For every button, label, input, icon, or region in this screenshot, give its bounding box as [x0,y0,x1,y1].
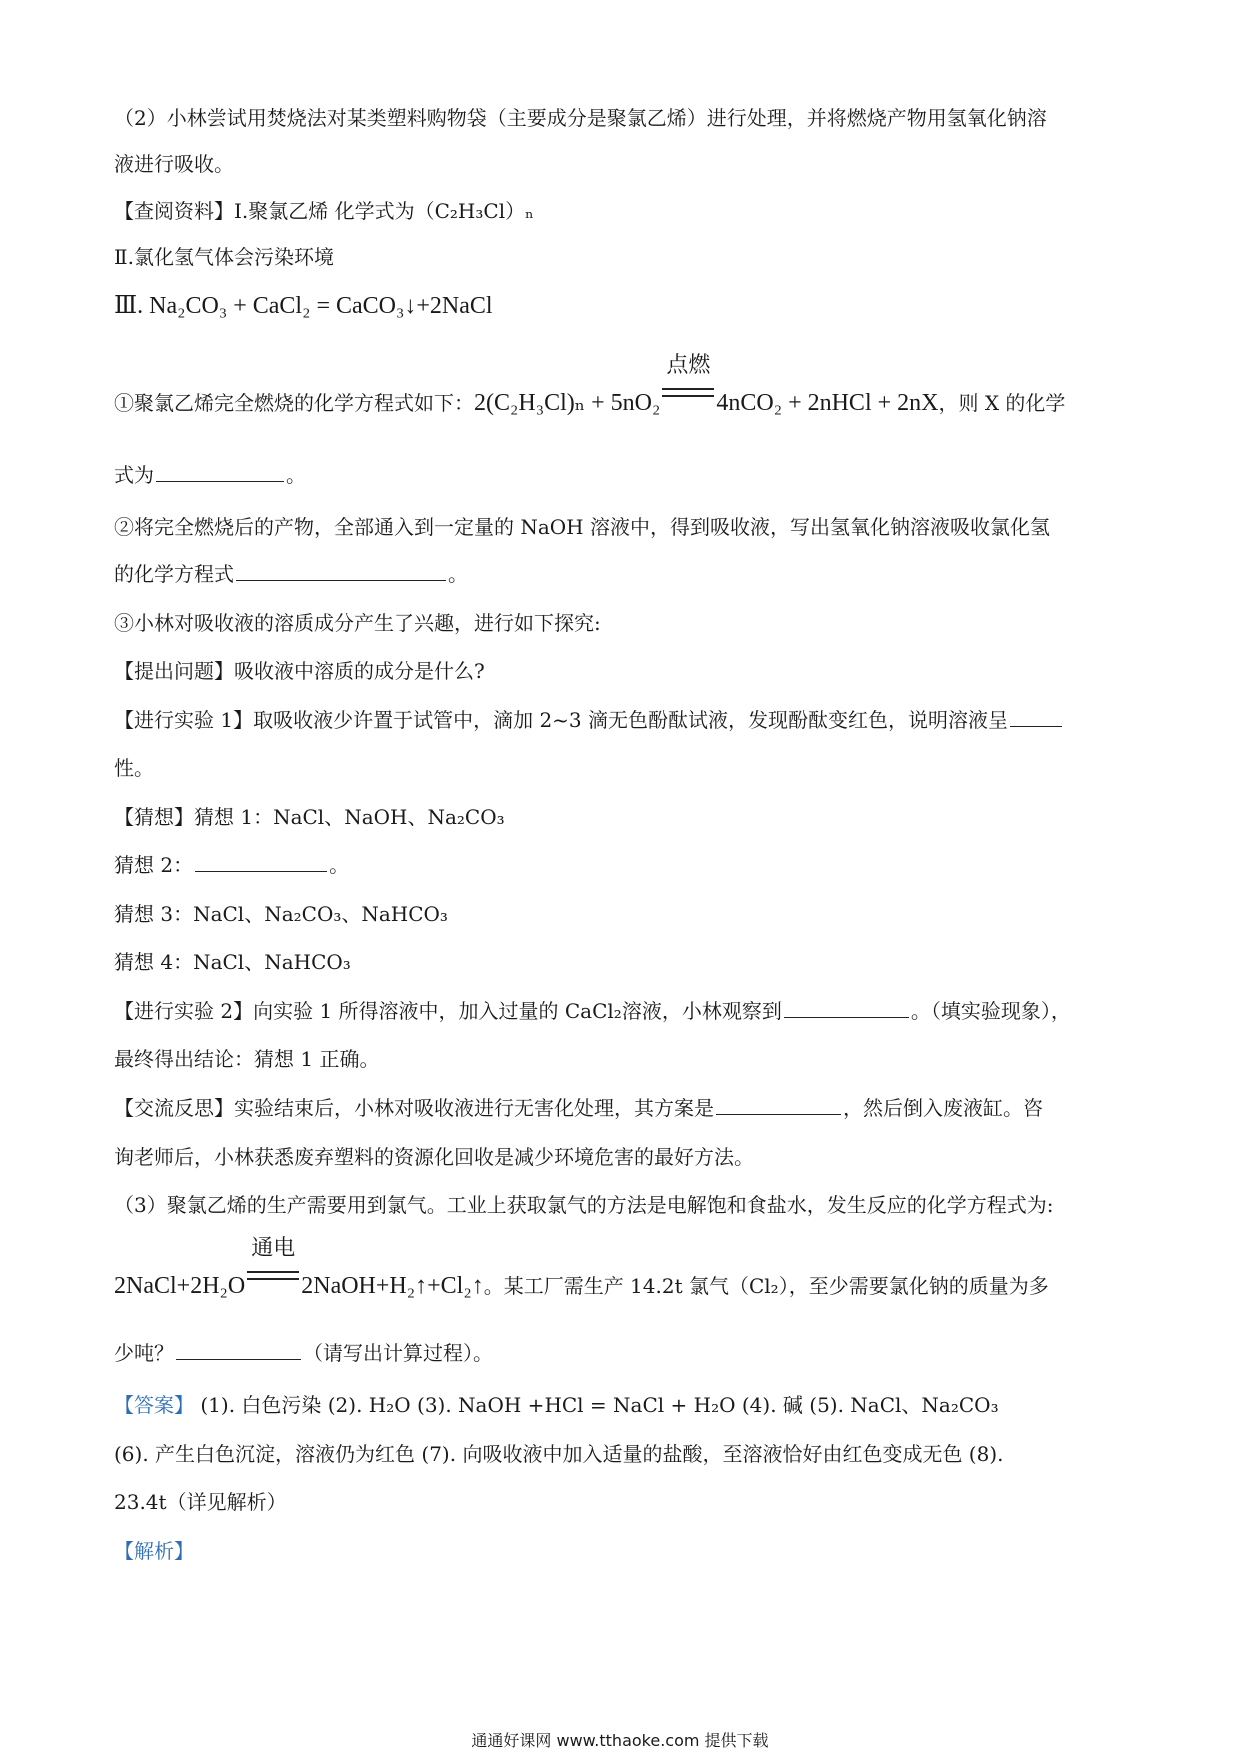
reflection-line1 [114,1094,1130,1122]
part3-line2 [114,1236,1130,1299]
experiment-2-prefix: 【进行实验 2】向实验 1 所得溶液中，加入过量的 CaCl₂溶液，小林观察到 [114,999,782,1023]
question-1-line2-prefix: 式为 [114,463,154,487]
experiment-1-line1 [114,706,1130,734]
combustion-equation-right: 4nCO₂ + 2nHCl + 2nX [716,390,939,416]
reference-item-2: Ⅱ.氯化氢气体会污染环境 [114,245,334,269]
electrolysis-equation-left: 2NaCl+2H₂O [114,1273,246,1299]
answer-blank-guess2[interactable] [195,853,327,872]
guess-3: 猜想 3：NaCl、Na₂CO₃、NaHCO₃ [114,902,448,926]
part3-line3-prefix: 少吨？ [114,1341,174,1365]
question-1-line1 [114,353,1130,416]
reflection-suffix: ，然后倒入废液缸。咨 [843,1096,1043,1120]
answer-line3: 23.4t（详见解析） [114,1490,287,1514]
guess-2 [114,851,1130,879]
question-3-intro: ③小林对吸收液的溶质成分产生了兴趣，进行如下探究: [114,611,601,635]
answer-text-1: (1). 白色污染 (2). H₂O (3). NaOH +HCl = NaCl + H₂O (4). 碱 (5). NaCl、Na₂CO₃ [194,1393,999,1417]
electrolysis-equation-right: 2NaOH+H₂↑+Cl₂↑ [301,1273,484,1299]
question-2-line1: ②将完全燃烧后的产物，全部通入到一定量的 NaOH 溶液中，得到吸收液，写出氢氧化钠溶液吸收氯化氢 [114,515,1050,539]
part3-line3-suffix: （请写出计算过程）。 [303,1341,493,1365]
analysis-label-text: 【解析】 [114,1539,194,1563]
experiment-1-text: 【进行实验 1】取吸收液少许置于试管中，滴加 2~3 滴无色酚酞试液，发现酚酞变红色，说明溶液呈 [114,708,1009,732]
guess-1: 【猜想】猜想 1：NaCl、NaOH、Na₂CO₃ [114,805,505,829]
experiment-2-line1 [114,997,1130,1025]
part2-text-line1: （2）小林尝试用焚烧法对某类塑料购物袋（主要成分是聚氯乙烯）进行处理，并将燃烧产物用氢氧化钠溶 [114,106,1047,130]
answer-blank-property[interactable] [1010,708,1062,727]
condition-electrify: 通电 [251,1236,296,1261]
answer-blank-mass[interactable] [176,1341,301,1360]
combustion-equation-left: 2(C₂H₃Cl)ₙ + 5nO₂ [474,390,661,416]
question-1-suffix: ，则 X 的化学 [938,391,1066,415]
guess-4: 猜想 4：NaCl、NaHCO₃ [114,950,351,974]
condition-ignite: 点燃 [666,353,711,378]
experiment-2-suffix: 。（填实验现象）， [910,999,1071,1023]
experiment-2-line2: 最终得出结论：猜想 1 正确。 [114,1047,380,1071]
question-1-line2-suffix: 。 [286,463,306,487]
question-1-line2 [114,461,1130,489]
question-2-line2-prefix: 的化学方程式 [114,562,234,586]
raise-question: 【提出问题】吸收液中溶质的成分是什么? [114,659,485,683]
question-2-line2-suffix: 。 [448,562,468,586]
reference-item-1: 【查阅资料】Ⅰ.聚氯乙烯 化学式为（C₂H₃Cl）ₙ [114,199,534,223]
answer-blank-treatment[interactable] [716,1096,841,1115]
reflection-line2: 询老师后，小林获悉废弃塑料的资源化回收是减少环境危害的最好方法。 [114,1145,754,1169]
part3-line3 [114,1339,1130,1367]
guess-2-suffix: 。 [329,853,350,877]
reflection-prefix: 【交流反思】实验结束后，小林对吸收液进行无害化处理，其方案是 [114,1096,714,1120]
part3-suffix: 。某工厂需生产 14.2t 氯气（Cl₂），至少需要氯化钠的质量为多 [483,1274,1049,1298]
reaction-condition-arrow [662,353,714,410]
answer-label: 【答案】 [114,1393,194,1417]
reference-item-3: Ⅲ. Na₂CO₃ + CaCl₂ = CaCO₃↓+2NaCl [114,293,493,319]
question-1-prefix: ①聚氯乙烯完全燃烧的化学方程式如下： [114,391,474,415]
experiment-1-line2: 性。 [114,756,154,780]
guess-2-prefix: 猜想 2： [114,853,194,877]
reaction-condition-arrow-2 [247,1236,299,1293]
answer-line1 [114,1391,1130,1419]
analysis-label [114,1537,1130,1565]
answer-blank-equation[interactable] [236,562,446,581]
part2-text-line2: 液进行吸收。 [114,152,234,176]
question-2-line2 [114,560,1130,588]
answer-blank-phenomenon[interactable] [784,999,909,1018]
answer-line2: (6). 产生白色沉淀，溶液仍为红色 (7). 向吸收液中加入适量的盐酸，至溶液恰好由红色变成无色 (8). [114,1442,1004,1466]
part3-line1: （3）聚氯乙烯的生产需要用到氯气。工业上获取氯气的方法是电解饱和食盐水，发生反应的化学方程式为: [114,1193,1054,1217]
page-footer: 通通好课网 www.tthaoke.com 提供下载 [471,1731,769,1750]
answer-blank-x[interactable] [156,463,284,482]
